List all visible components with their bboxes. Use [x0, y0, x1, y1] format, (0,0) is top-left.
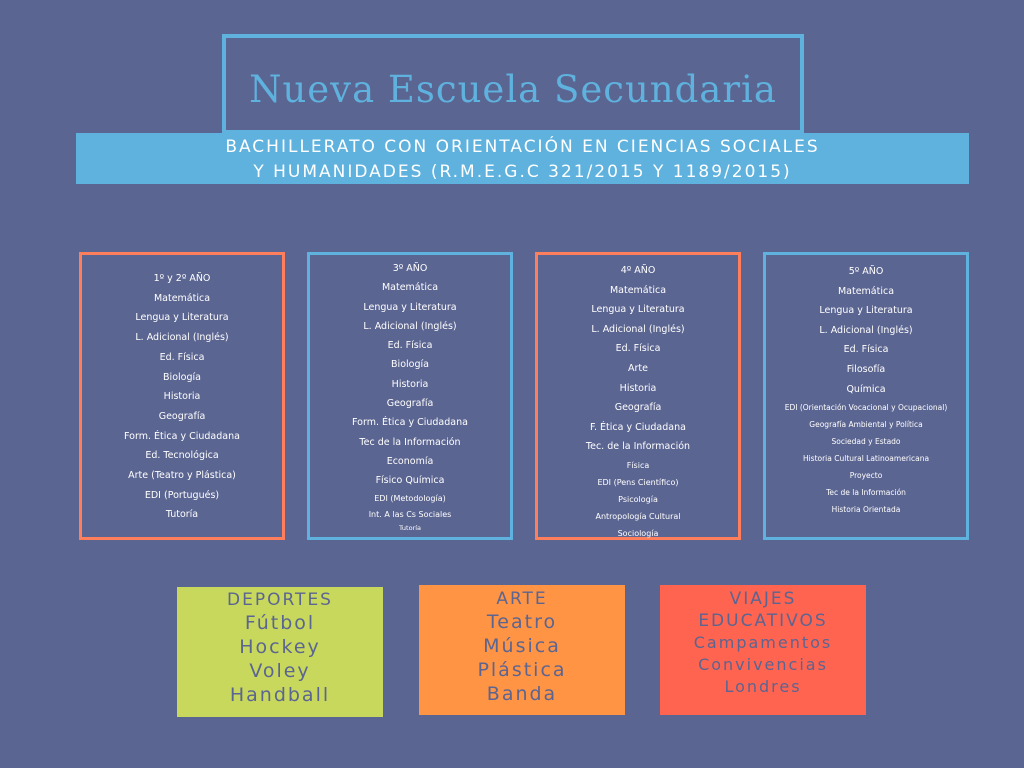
sports-item: Hockey: [239, 636, 321, 658]
year-title: 3º AÑO: [392, 263, 428, 274]
subject-item: Economía: [386, 455, 434, 467]
sports-item: Handball: [229, 684, 331, 706]
subject-item: Historia: [391, 378, 429, 390]
subject-item: Física: [626, 460, 650, 470]
sports-item: Voley: [249, 660, 311, 682]
subject-item: L. Adicional (Inglés): [819, 324, 913, 336]
year-title: 4º AÑO: [620, 265, 656, 276]
subtitle-line-2: Y HUMANIDADES (R.M.E.G.C 321/2015 Y 1189/2015): [253, 162, 792, 182]
art-item: Teatro: [486, 611, 558, 633]
subject-list: [82, 269, 282, 525]
year-card-5: [763, 252, 969, 540]
sports-item: Fútbol: [244, 612, 316, 634]
subject-item: Físico Química: [375, 475, 445, 487]
sports-title: DEPORTES: [227, 590, 333, 610]
art-item: Música: [483, 635, 561, 657]
sports-card: [177, 587, 383, 717]
subject-item: Geografía: [158, 410, 206, 422]
subject-item: Matemática: [837, 285, 895, 297]
subject-item: Ed. Física: [159, 351, 205, 363]
art-item: Plástica: [477, 659, 567, 681]
subject-item: Lengua y Literatura: [135, 312, 229, 324]
subject-item: Biología: [391, 359, 429, 371]
subject-list: [538, 261, 738, 542]
subject-item: Matemática: [609, 284, 667, 296]
subject-item: Historia Orientada: [831, 505, 901, 515]
subject-item: Psicología: [618, 494, 658, 504]
subject-item: Geografía: [614, 402, 662, 414]
subject-item: Historia: [619, 382, 657, 394]
subject-item: Geografía: [386, 398, 434, 410]
subject-item: Ed. Física: [615, 343, 661, 355]
subtitle-line-1: BACHILLERATO CON ORIENTACIÓN EN CIENCIAS SOCIALES: [225, 137, 820, 157]
subject-item: L. Adicional (Inglés): [363, 320, 457, 332]
trips-item: Londres: [724, 677, 802, 696]
subject-item: Proyecto: [849, 471, 883, 481]
subject-item: Matemática: [153, 292, 211, 304]
trips-title-line-2: EDUCATIVOS: [698, 611, 828, 631]
subject-item: Historia Cultural Latinoamericana: [802, 454, 930, 464]
year-card-4: [535, 252, 741, 540]
subject-item: EDI (Orientación Vocacional y Ocupacional): [784, 403, 948, 413]
year-card-1-2: [79, 252, 285, 540]
art-card: [419, 585, 625, 715]
art-title: ARTE: [496, 589, 548, 609]
subject-item: Ed. Física: [387, 340, 433, 352]
subject-item: Historia: [163, 391, 201, 403]
subject-item: L. Adicional (Inglés): [591, 323, 685, 335]
trips-item: Convivencias: [698, 655, 828, 674]
subject-item: Form. Ética y Ciudadana: [124, 430, 240, 442]
subject-item: Filosofía: [846, 363, 886, 375]
subject-item: EDI (Pens Científico): [597, 477, 679, 487]
subject-item: Arte (Teatro y Plástica): [128, 470, 236, 482]
subject-item: Sociología: [617, 528, 659, 538]
subject-item: Form. Ética y Ciudadana: [352, 417, 468, 429]
subject-item: Ed. Física: [843, 344, 889, 356]
subject-item: Antropología Cultural: [595, 511, 681, 521]
subject-item: Lengua y Literatura: [591, 304, 685, 316]
subject-item: Tec. de la Información: [585, 441, 691, 453]
subject-item: Tutoría: [398, 523, 422, 532]
subject-item: L. Adicional (Inglés): [135, 332, 229, 344]
subject-item: Geografía Ambiental y Política: [809, 420, 923, 430]
year-title: 5º AÑO: [848, 266, 884, 277]
subject-item: EDI (Portugués): [144, 489, 220, 501]
subject-item: EDI (Metodología): [374, 493, 446, 503]
year-card-3: [307, 252, 513, 540]
trips-card: [660, 585, 866, 715]
subject-item: Química: [846, 383, 886, 395]
subject-item: Sociedad y Estado: [831, 437, 901, 447]
subject-item: Lengua y Literatura: [363, 301, 457, 313]
subject-item: Tutoría: [165, 509, 199, 521]
subject-item: Lengua y Literatura: [819, 305, 913, 317]
subject-item: Arte: [628, 362, 648, 374]
subject-item: Biología: [163, 371, 201, 383]
subject-item: Int. A las Cs Sociales: [368, 509, 452, 519]
subject-list: [310, 259, 510, 534]
year-title: 1º y 2º AÑO: [153, 273, 211, 284]
trips-title-line-1: VIAJES: [729, 589, 797, 609]
subject-item: Tec de la Información: [826, 488, 906, 498]
subject-list: [766, 262, 966, 518]
subject-item: Ed. Tecnológica: [145, 450, 219, 462]
art-item: Banda: [486, 683, 558, 705]
subject-item: Tec de la Información: [359, 436, 461, 448]
trips-item: Campamentos: [693, 633, 833, 652]
page-title: Nueva Escuela Secundaria: [249, 68, 777, 111]
subject-item: F. Ética y Ciudadana: [590, 421, 686, 433]
subject-item: Matemática: [381, 282, 439, 294]
